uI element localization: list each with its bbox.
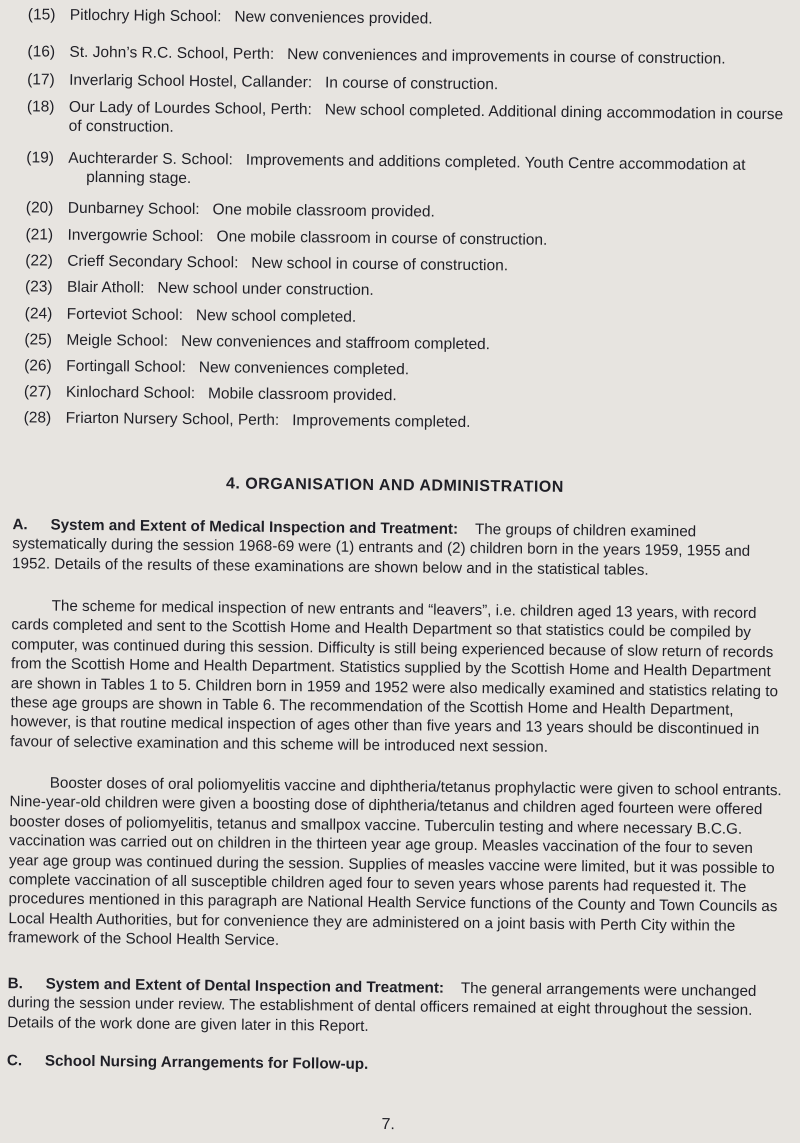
list-item-status: In course of construction. xyxy=(324,74,499,94)
list-item-number: (25) xyxy=(24,331,53,349)
list-item-status: Improvements and additions completed. Youth Centre accommodation at xyxy=(245,151,746,174)
paragraph-medical-inspection xyxy=(12,515,788,581)
list-item-school: Dunbarney School: xyxy=(67,199,200,219)
paragraph-text: The groups of children examined systematically during the session 1968-69 were (1) entrants and (2) children born in the years 1959, 1955 and 1952. Details of the results of these examinations are shown below and in the statistical tables. xyxy=(12,521,751,579)
list-item-number: (22) xyxy=(25,252,53,270)
paragraph-heading: School Nursing Arrangements for Follow-up. xyxy=(44,1052,369,1073)
list-item-number: (23) xyxy=(24,278,53,296)
list-item-number: (16) xyxy=(27,43,56,61)
paragraph-heading: System and Extent of Medical Inspection and Treatment: xyxy=(50,516,459,538)
list-item-school: Invergowrie School: xyxy=(67,226,204,246)
list-item-number: (20) xyxy=(25,199,54,217)
list-item-status: New conveniences and improvements in course of construction. xyxy=(287,46,726,68)
list-item-continuation: of construction. xyxy=(68,117,174,136)
list-item-continuation: planning stage. xyxy=(86,168,192,188)
list-item-school: Blair Atholl: xyxy=(66,278,145,297)
paragraph-text: The scheme for medical inspection of new entrants and “leavers”, i.e. children aged 13 years, with record cards completed and sent to the Scottish Home and Health Department so that statistics could be compiled by computer, was continued during this session. Difficulty is still being experienced because of slow return of records from the Scottish Home and Health Department. Statistics supplied by the Scottish Home and Health Department are shown in Tables 1 to 5. Children born in 1959 and 1952 were also medically examined and statistics relating to these age groups are shown in Table 6. The recommendation of the Scottish Home and Health Department, however, is that routine medical inspection of ages other than five years and 13 years should be discontinued in favour of selective examination and this scheme will be introduced next session. xyxy=(10,597,779,756)
list-item-status: New school completed. Additional dining accommodation in course xyxy=(324,101,784,124)
list-item-school: Our Lady of Lourdes School, Perth: xyxy=(68,98,312,119)
list-item-status: New school under construction. xyxy=(157,279,374,299)
paragraph-letter: B. xyxy=(7,975,23,993)
list-item-school: Pitlochry High School: xyxy=(69,6,222,26)
list-item-number: (15) xyxy=(27,6,56,24)
paragraph-letter: C. xyxy=(6,1052,23,1070)
list-item-school: Kinlochard School: xyxy=(65,383,196,403)
list-item-number: (24) xyxy=(24,305,53,323)
list-item-number: (21) xyxy=(25,226,54,244)
paragraph-inspection-scheme xyxy=(10,596,787,759)
list-item-status: Improvements completed. xyxy=(292,412,471,431)
paragraph-text: The general arrangements were unchanged during the session under review. The establishment of dental officers remained at eight throughout the session. Details of the work done are given later in this Report. xyxy=(7,979,757,1035)
list-item-school: Forteviot School: xyxy=(66,305,184,324)
paragraph-dental-inspection xyxy=(7,974,783,1040)
page-number: 7. xyxy=(381,1116,396,1134)
paragraph-heading: System and Extent of Dental Inspection and Treatment: xyxy=(45,975,445,997)
paragraph-letter: A. xyxy=(12,516,28,534)
list-item-number: (27) xyxy=(23,383,52,401)
list-item-school: Fortingall School: xyxy=(66,357,187,376)
list-item-status: New school in course of construction. xyxy=(251,254,509,275)
section-heading: 4. ORGANISATION AND ADMINISTRATION xyxy=(225,475,564,496)
list-item-status: One mobile classroom in course of construction. xyxy=(216,228,548,249)
list-item-school: St. John’s R.C. School, Perth: xyxy=(69,43,275,63)
list-item-status: New school completed. xyxy=(195,307,357,326)
paragraph-school-nursing xyxy=(7,1051,782,1079)
list-item-number: (17) xyxy=(27,71,55,89)
list-item-status: New conveniences provided. xyxy=(234,8,433,28)
list-item-school: Crieff Secondary School: xyxy=(67,252,239,272)
list-item-school: Meigle School: xyxy=(66,331,169,350)
paragraph-text: Booster doses of oral poliomyelitis vaccine and diphtheria/tetanus prophylactic were given to school entrants. Nine-year-old children were given a boosting dose of diphtheria/tetanus and children aged fourteen were offered booster doses of poliomyelitis, tetanus and smallpox vaccine. Tuberculin testing and where necessary B.C.G. vaccination was carried out on children in the thirteen year age group. Measles vaccination of the four to seven year age group was continued during the session. Supplies of measles vaccine were limited, but it was possible to complete vaccination of all susceptible children aged four to seven years whose parents had requested it. The procedures mentioned in this paragraph are National Health Service functions of the County and Town Councils as Local Health Authorities, but for convenience they are administered on a joint basis with Perth City within the framework of the School Health Service. xyxy=(8,774,782,950)
list-item-school: Auchterarder S. School: xyxy=(68,149,233,169)
list-item-number: (28) xyxy=(23,409,52,427)
list-item-number: (18) xyxy=(26,98,55,116)
list-item-status: Mobile classroom provided. xyxy=(207,385,397,405)
list-item-status: New conveniences and staffroom completed. xyxy=(180,332,491,354)
list-item-school: Inverlarig School Hostel, Callander: xyxy=(69,71,313,92)
list-item-status: One mobile classroom provided. xyxy=(212,201,435,221)
list-item-school: Friarton Nursery School, Perth: xyxy=(65,409,280,429)
paragraph-vaccinations xyxy=(8,773,785,956)
list-item-number: (26) xyxy=(24,357,52,375)
list-item-status: New conveniences completed. xyxy=(198,359,410,379)
list-item-number: (19) xyxy=(26,149,55,167)
